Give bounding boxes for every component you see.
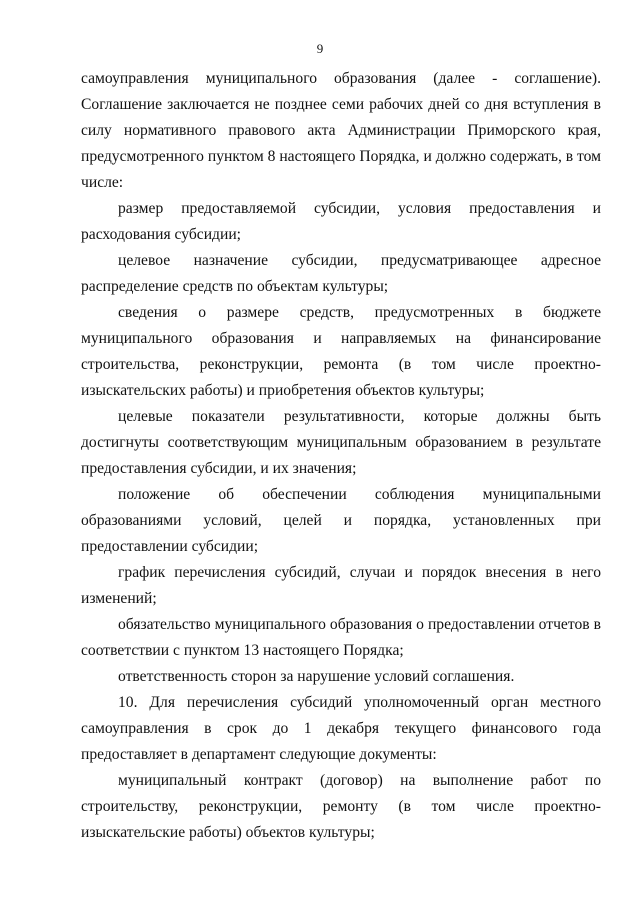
paragraph-performance-indicators: целевые показатели результативности, которые должны быть достигнуты соответствующим муниципальным образованием в результате предоставления субсидии, и их значения; [81,408,601,477]
paragraph-compliance: положение об обеспечении соблюдения муниципальными образованиями условий, целей и порядка, установленных при предоставлении субсидии; [81,486,601,555]
paragraph-target-purpose: целевое назначение субсидии, предусматривающее адресное распределение средств по объектам культуры; [81,252,601,295]
paragraph-municipal-contract: муниципальный контракт (договор) на выполнение работ по строительству, реконструкции, ремонту (в том числе проектно-изыскательские работы) объектов культуры; [81,772,601,841]
paragraph-transfer-schedule: график перечисления субсидий, случаи и порядок внесения в него изменений; [81,564,601,607]
paragraph-subsidy-size: размер предоставляемой субсидии, условия предоставления и расходования субсидии; [81,200,601,243]
document-body [81,66,601,846]
paragraph-clause-10: 10. Для перечисления субсидий уполномоченный орган местного самоуправления в срок до 1 декабря текущего финансового года предоставляет в департамент следующие документы: [81,694,601,763]
paragraph-reporting-obligation: обязательство муниципального образования о предоставлении отчетов в соответствии с пунктом 13 настоящего Порядка; [81,616,601,659]
paragraph-continuation: самоуправления муниципального образования (далее - соглашение). Соглашение заключается не позднее семи рабочих дней со дня вступления в силу нормативного правового акта Администрации Приморского края, предусмотренного пунктом 8 настоящего Порядка, и должно содержать, в том числе: [81,70,601,191]
page-number: 9 [316,41,324,56]
paragraph-budget-info: сведения о размере средств, предусмотренных в бюджете муниципального образования и направляемых на финансирование строительства, реконструкции, ремонта (в том числе проектно-изыскательских работы) и приобретения объектов культуры; [81,304,601,399]
paragraph-responsibility: ответственность сторон за нарушение условий соглашения. [118,668,515,685]
